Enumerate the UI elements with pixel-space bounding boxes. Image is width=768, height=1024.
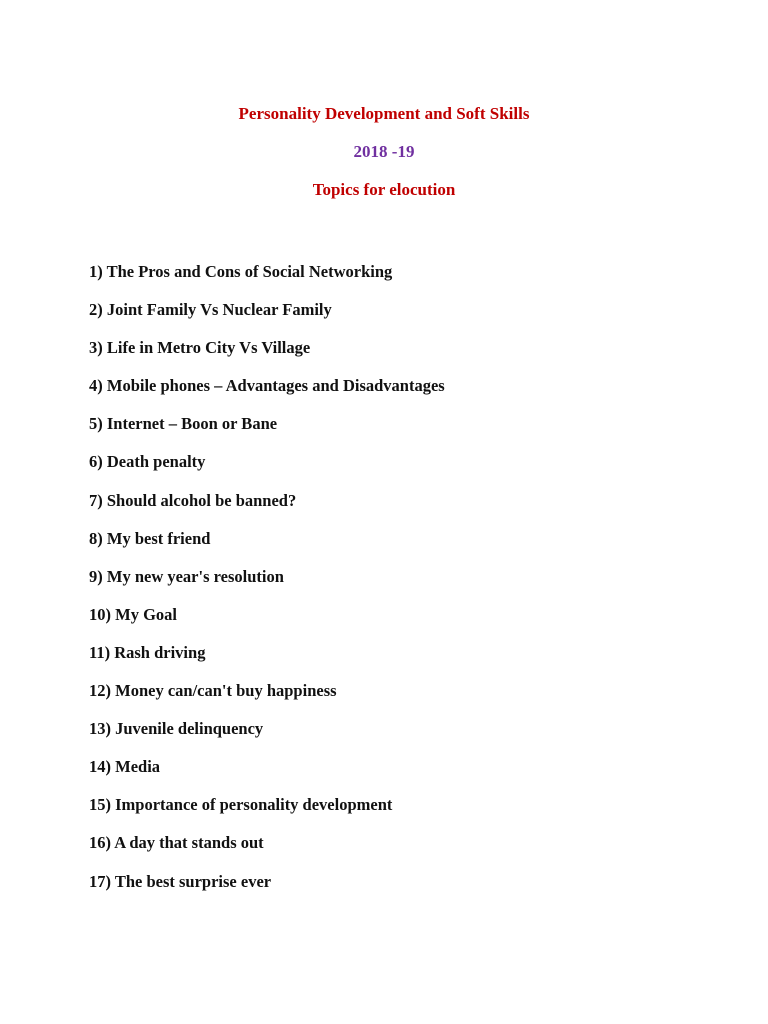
topic-item: 5) Internet – Boon or Bane [89, 414, 278, 434]
topic-item: 12) Money can/can't buy happiness [89, 681, 337, 701]
topic-item: 14) Media [89, 757, 161, 777]
academic-year: 2018 -19 [353, 142, 415, 161]
topic-item: 7) Should alcohol be banned? [89, 490, 297, 510]
topic-item: 11) Rash driving [89, 642, 206, 662]
topic-list [89, 261, 445, 909]
topic-item: 1) The Pros and Cons of Social Networking [89, 262, 393, 281]
topic-item: 3) Life in Metro City Vs Village [89, 338, 311, 358]
topic-item: 9) My new year's resolution [89, 566, 284, 586]
topic-item: 13) Juvenile delinquency [89, 719, 264, 739]
document-title: Personality Development and Soft Skills [238, 104, 530, 123]
topic-item: 4) Mobile phones – Advantages and Disadvantages [89, 376, 445, 396]
topic-item: 16) A day that stands out [89, 833, 264, 853]
topic-item: 8) My best friend [89, 528, 211, 548]
topic-item: 15) Importance of personality development [89, 795, 393, 815]
topic-item: 17) The best surprise ever [89, 871, 272, 891]
topic-item: 10) My Goal [89, 604, 177, 624]
document-subtitle: Topics for elocution [312, 180, 456, 199]
topic-item: 6) Death penalty [89, 452, 206, 472]
topic-item: 2) Joint Family Vs Nuclear Family [89, 300, 332, 320]
